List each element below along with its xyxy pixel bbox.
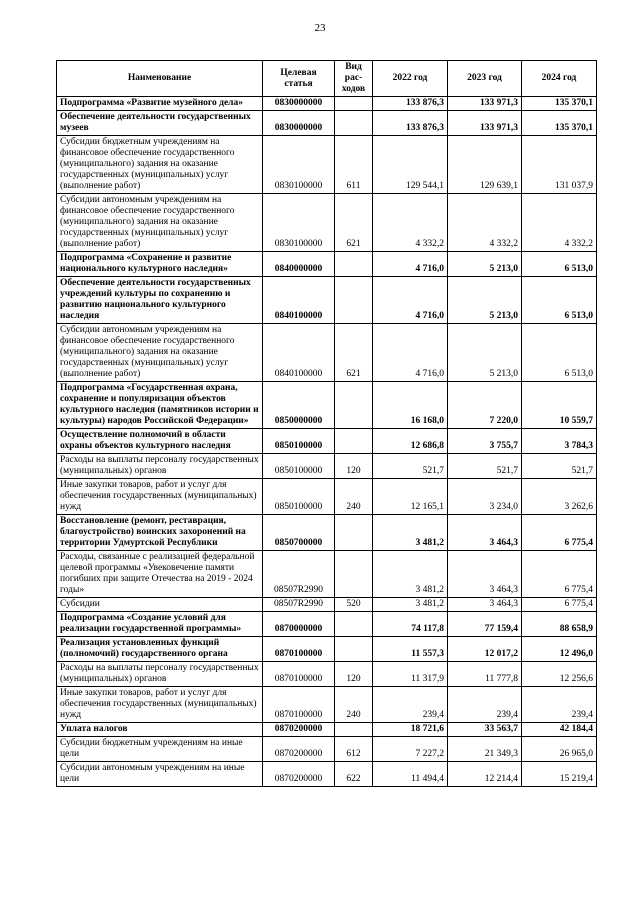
row-value-2022: 239,4 xyxy=(373,687,448,723)
row-name: Уплата налогов xyxy=(57,723,263,737)
row-value-2024: 135 370,1 xyxy=(522,97,597,111)
row-target-code: 0830000000 xyxy=(263,97,335,111)
row-value-2023: 133 971,3 xyxy=(448,97,522,111)
row-value-2024: 6 775,4 xyxy=(522,515,597,551)
row-value-2022: 12 165,1 xyxy=(373,479,448,515)
row-value-2023: 12 214,4 xyxy=(448,762,522,787)
row-value-2022: 3 481,2 xyxy=(373,551,448,598)
row-target-code: 0850700000 xyxy=(263,515,335,551)
row-name: Субсидии бюджетным учреждениям на финансовое обеспечение государственного (муниципального) задания на оказание государственных (муниципальных) услуг (выполнение работ) xyxy=(57,136,263,194)
row-value-2022: 18 721,6 xyxy=(373,723,448,737)
row-value-2023: 5 213,0 xyxy=(448,324,522,382)
row-target-code: 08507R2990 xyxy=(263,598,335,612)
row-name: Расходы на выплаты персоналу государственных (муниципальных) органов xyxy=(57,662,263,687)
row-value-2023: 11 777,8 xyxy=(448,662,522,687)
row-value-2024: 521,7 xyxy=(522,454,597,479)
table-row xyxy=(57,479,597,515)
row-expense-type: 240 xyxy=(335,479,373,515)
row-value-2024: 4 332,2 xyxy=(522,194,597,252)
row-expense-type xyxy=(335,723,373,737)
budget-table xyxy=(56,60,597,787)
row-target-code: 0830000000 xyxy=(263,111,335,136)
table-row xyxy=(57,637,597,662)
table-row xyxy=(57,762,597,787)
row-value-2022: 4 716,0 xyxy=(373,252,448,277)
table-row xyxy=(57,194,597,252)
row-value-2024: 12 496,0 xyxy=(522,637,597,662)
row-name: Обеспечение деятельности государственных учреждений культуры по сохранению и развитию национального культурного наследия xyxy=(57,277,263,324)
row-target-code: 0840000000 xyxy=(263,252,335,277)
row-value-2024: 6 775,4 xyxy=(522,598,597,612)
header-target: Целевая статья xyxy=(263,61,335,97)
row-name: Субсидии автономным учреждениям на иные цели xyxy=(57,762,263,787)
table-row xyxy=(57,737,597,762)
row-expense-type: 120 xyxy=(335,662,373,687)
row-target-code: 0850100000 xyxy=(263,479,335,515)
row-value-2023: 129 639,1 xyxy=(448,136,522,194)
row-value-2022: 4 332,2 xyxy=(373,194,448,252)
row-name: Субсидии xyxy=(57,598,263,612)
row-name: Субсидии бюджетным учреждениям на иные цели xyxy=(57,737,263,762)
row-value-2024: 6 513,0 xyxy=(522,324,597,382)
row-value-2022: 11 557,3 xyxy=(373,637,448,662)
table-body xyxy=(57,97,597,787)
row-value-2024: 88 658,9 xyxy=(522,612,597,637)
table-row xyxy=(57,382,597,429)
row-value-2023: 21 349,3 xyxy=(448,737,522,762)
row-name: Субсидии автономным учреждениям на финансовое обеспечение государственного (муниципального) задания на оказание государственных (муниципальных) услуг (выполнение работ) xyxy=(57,194,263,252)
row-name: Подпрограмма «Сохранение и развитие национального культурного наследия» xyxy=(57,252,263,277)
row-value-2023: 5 213,0 xyxy=(448,277,522,324)
row-name: Обеспечение деятельности государственных музеев xyxy=(57,111,263,136)
row-expense-type: 120 xyxy=(335,454,373,479)
row-value-2022: 12 686,8 xyxy=(373,429,448,454)
table-row xyxy=(57,429,597,454)
row-value-2024: 12 256,6 xyxy=(522,662,597,687)
row-target-code: 08507R2990 xyxy=(263,551,335,598)
row-value-2022: 3 481,2 xyxy=(373,515,448,551)
table-row xyxy=(57,612,597,637)
row-target-code: 0850100000 xyxy=(263,454,335,479)
row-target-code: 0850000000 xyxy=(263,382,335,429)
table-row xyxy=(57,515,597,551)
row-value-2024: 135 370,1 xyxy=(522,111,597,136)
table-row xyxy=(57,277,597,324)
row-name: Иные закупки товаров, работ и услуг для обеспечения государственных (муниципальных) нужд xyxy=(57,479,263,515)
table-row xyxy=(57,598,597,612)
row-value-2022: 4 716,0 xyxy=(373,277,448,324)
row-value-2022: 521,7 xyxy=(373,454,448,479)
row-expense-type xyxy=(335,111,373,136)
table-row xyxy=(57,454,597,479)
row-target-code: 0870000000 xyxy=(263,612,335,637)
row-value-2022: 16 168,0 xyxy=(373,382,448,429)
row-value-2024: 6 513,0 xyxy=(522,277,597,324)
row-target-code: 0870100000 xyxy=(263,687,335,723)
row-value-2023: 3 464,3 xyxy=(448,515,522,551)
header-expense-type: Вид рас-ходов xyxy=(335,61,373,97)
row-value-2023: 239,4 xyxy=(448,687,522,723)
header-2022: 2022 год xyxy=(373,61,448,97)
row-expense-type xyxy=(335,637,373,662)
row-value-2024: 3 784,3 xyxy=(522,429,597,454)
row-value-2022: 129 544,1 xyxy=(373,136,448,194)
row-expense-type xyxy=(335,277,373,324)
row-target-code: 0870100000 xyxy=(263,637,335,662)
row-name: Восстановление (ремонт, реставрация, благоустройство) воинских захоронений на территории Удмуртской Республики xyxy=(57,515,263,551)
table-row xyxy=(57,662,597,687)
row-expense-type xyxy=(335,429,373,454)
row-expense-type xyxy=(335,97,373,111)
table-row xyxy=(57,111,597,136)
row-name: Подпрограмма «Создание условий для реализации государственной программы» xyxy=(57,612,263,637)
row-expense-type: 240 xyxy=(335,687,373,723)
row-target-code: 0870200000 xyxy=(263,762,335,787)
row-value-2022: 11 317,9 xyxy=(373,662,448,687)
row-value-2024: 3 262,6 xyxy=(522,479,597,515)
row-value-2022: 133 876,3 xyxy=(373,111,448,136)
row-value-2024: 26 965,0 xyxy=(522,737,597,762)
row-expense-type: 621 xyxy=(335,194,373,252)
row-expense-type xyxy=(335,515,373,551)
row-value-2023: 12 017,2 xyxy=(448,637,522,662)
row-value-2024: 15 219,4 xyxy=(522,762,597,787)
row-expense-type: 611 xyxy=(335,136,373,194)
row-value-2024: 6 513,0 xyxy=(522,252,597,277)
row-value-2023: 521,7 xyxy=(448,454,522,479)
row-name: Расходы на выплаты персоналу государственных (муниципальных) органов xyxy=(57,454,263,479)
row-value-2023: 3 464,3 xyxy=(448,551,522,598)
table-header-row xyxy=(57,61,597,97)
table-row xyxy=(57,252,597,277)
header-2024: 2024 год xyxy=(522,61,597,97)
row-value-2023: 5 213,0 xyxy=(448,252,522,277)
row-value-2022: 133 876,3 xyxy=(373,97,448,111)
row-name: Реализация установленных функций (полномочий) государственного органа xyxy=(57,637,263,662)
row-value-2023: 4 332,2 xyxy=(448,194,522,252)
row-value-2024: 131 037,9 xyxy=(522,136,597,194)
row-expense-type xyxy=(335,612,373,637)
row-value-2022: 11 494,4 xyxy=(373,762,448,787)
row-target-code: 0870200000 xyxy=(263,737,335,762)
row-value-2022: 7 227,2 xyxy=(373,737,448,762)
row-value-2023: 77 159,4 xyxy=(448,612,522,637)
row-value-2023: 3 234,0 xyxy=(448,479,522,515)
row-value-2023: 133 971,3 xyxy=(448,111,522,136)
row-name: Осуществление полномочий в области охраны объектов культурного наследия xyxy=(57,429,263,454)
table-row xyxy=(57,97,597,111)
row-expense-type xyxy=(335,252,373,277)
row-value-2024: 42 184,4 xyxy=(522,723,597,737)
row-value-2022: 3 481,2 xyxy=(373,598,448,612)
row-expense-type: 612 xyxy=(335,737,373,762)
row-target-code: 0840100000 xyxy=(263,324,335,382)
row-name: Подпрограмма «Развитие музейного дела» xyxy=(57,97,263,111)
row-expense-type: 621 xyxy=(335,324,373,382)
row-value-2023: 7 220,0 xyxy=(448,382,522,429)
row-value-2023: 3 464,3 xyxy=(448,598,522,612)
row-value-2023: 3 755,7 xyxy=(448,429,522,454)
row-value-2024: 6 775,4 xyxy=(522,551,597,598)
row-value-2024: 10 559,7 xyxy=(522,382,597,429)
table-row xyxy=(57,723,597,737)
row-target-code: 0870100000 xyxy=(263,662,335,687)
table-row xyxy=(57,136,597,194)
row-expense-type: 622 xyxy=(335,762,373,787)
row-expense-type xyxy=(335,551,373,598)
row-value-2024: 239,4 xyxy=(522,687,597,723)
row-target-code: 0850100000 xyxy=(263,429,335,454)
header-name: Наименование xyxy=(57,61,263,97)
row-target-code: 0830100000 xyxy=(263,136,335,194)
row-value-2022: 4 716,0 xyxy=(373,324,448,382)
table-row xyxy=(57,324,597,382)
row-target-code: 0870200000 xyxy=(263,723,335,737)
row-target-code: 0840100000 xyxy=(263,277,335,324)
row-expense-type xyxy=(335,382,373,429)
table-row xyxy=(57,551,597,598)
row-target-code: 0830100000 xyxy=(263,194,335,252)
row-name: Подпрограмма «Государственная охрана, сохранение и популяризация объектов культурного наследия (памятников истории и культуры) народов Российской Федерации» xyxy=(57,382,263,429)
row-value-2022: 74 117,8 xyxy=(373,612,448,637)
page-number: 23 xyxy=(314,22,326,34)
header-2023: 2023 год xyxy=(448,61,522,97)
row-expense-type: 520 xyxy=(335,598,373,612)
row-name: Расходы, связанные с реализацией федеральной целевой программы «Увековечение памяти погибших при защите Отечества на 2019 - 2024 годы» xyxy=(57,551,263,598)
row-value-2023: 33 563,7 xyxy=(448,723,522,737)
row-name: Субсидии автономным учреждениям на финансовое обеспечение государственного (муниципального) задания на оказание государственных (муниципальных) услуг (выполнение работ) xyxy=(57,324,263,382)
row-name: Иные закупки товаров, работ и услуг для обеспечения государственных (муниципальных) нужд xyxy=(57,687,263,723)
table-row xyxy=(57,687,597,723)
